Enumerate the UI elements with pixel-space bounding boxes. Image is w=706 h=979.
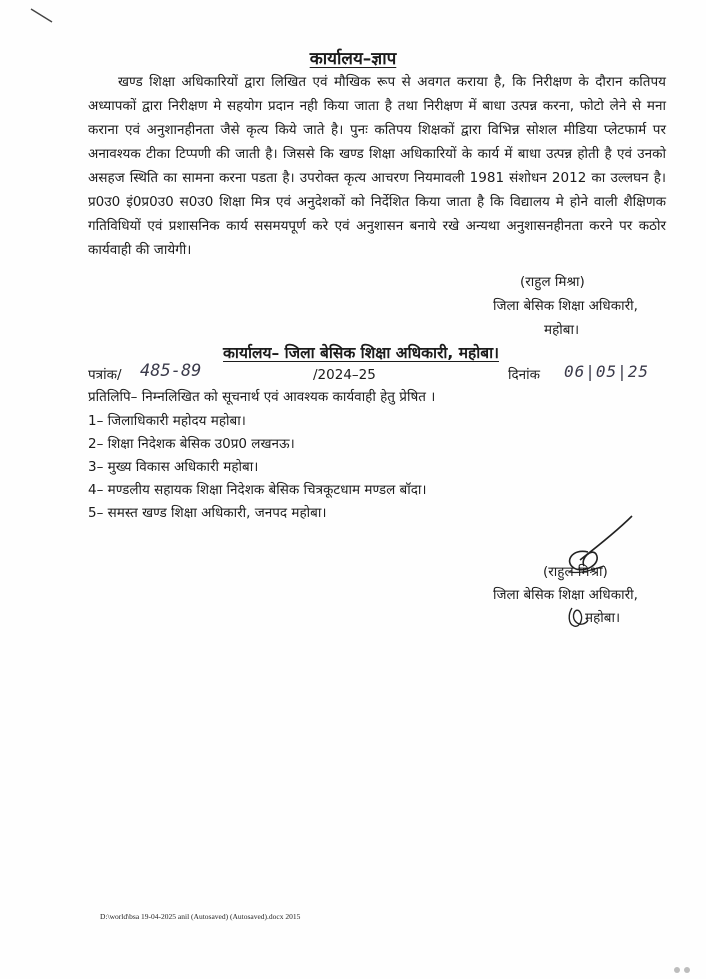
recipient-item: 4– मण्डलीय सहायक शिक्षा निदेशक बेसिक चित्रकूटधाम मण्डल बॉदा। [88,482,427,498]
memo-signatory-designation: जिला बेसिक शिक्षा अधिकारी, [493,298,638,314]
dispatch-signatory-designation: जिला बेसिक शिक्षा अधिकारी, [493,587,638,603]
scan-artifact-dots [672,965,694,975]
corner-pen-stroke [30,8,54,24]
dispatch-signatory-name: (राहुल मिश्रा) [543,564,608,580]
ref-number-handwritten: 485-89 [140,361,202,381]
ref-year: /2024–25 [313,367,376,383]
file-path-footer: D:\world\bsa 19-04-2025 anil (Autosaved) (Autosaved).docx 2015 [100,912,301,921]
dispatch-office-heading: कार्यालय– जिला बेसिक शिक्षा अधिकारी, महोबा। [223,344,499,362]
date-label: दिनांक [508,367,541,383]
ref-label: पत्रांक/ [88,367,122,383]
recipient-item: 3– मुख्य विकास अधिकारी महोबा। [88,459,259,475]
dispatch-signatory-place: महोबा। [585,610,621,626]
date-handwritten: 06|05|25 [564,362,650,381]
recipient-item: 2– शिक्षा निदेशक बेसिक उ0प्र0 लखनऊ। [88,436,295,452]
memo-title: कार्यालय–ज्ञाप [309,49,397,69]
recipient-item: 1– जिलाधिकारी महोदय महोबा। [88,413,246,429]
memo-body: खण्ड शिक्षा अधिकारियों द्वारा लिखित एवं मौखिक रूप से अवगत कराया है, कि निरीक्षण के दौरान कतिपय अध्यापकों द्वारा निरीक्षण मे सहयोग प्रदान नही किया जाता है तथा निरीक्षण में बाधा उत्पन्न करना, फोटो लेने से मना कराना एवं अनुशानहीनता जैसे कृत्य किये जाते है। पुनः कतिपय शिक्षकों द्वारा विभिन्न सोशल मीडिया प्लेटफार्म पर अनावश्यक टीका टिप्पणी की जाती है। जिससे कि खण्ड शिक्षा अधिकारियों के कार्य में बाधा उत्पन्न होती है एवं उनको असहज स्थिति का सामना करना पडता है। उपरोक्त कृत्य आचरण नियमावली 1981 संशोधन 2012 का उल्लघन है। प्र0उ0 इं0प्र0उ0 स0उ0 शिक्षा मित्र एवं अनुदेशकों को निर्देशित किया जाता है कि विद्यालय मे होने वाली शैक्षिणक गतिविधियों एवं प्रशासनिक कार्य ससमयपूर्ण करे एवं अनुशासन बनाये रखे अन्यथा अनुशासनहीनता करने पर कठोर कार्यवाही की जायेगी। [88,74,666,258]
memo-signatory-place: महोबा। [544,322,580,338]
memo-signatory-name: (राहुल मिश्रा) [520,274,585,290]
copy-intro: प्रतिलिपि– निम्नलिखित को सूचनार्थ एवं आवश्यक कार्यवाही हेतु प्रेषित । [88,389,436,405]
recipient-item: 5– समस्त खण्ड शिक्षा अधिकारी, जनपद महोबा। [88,505,327,521]
